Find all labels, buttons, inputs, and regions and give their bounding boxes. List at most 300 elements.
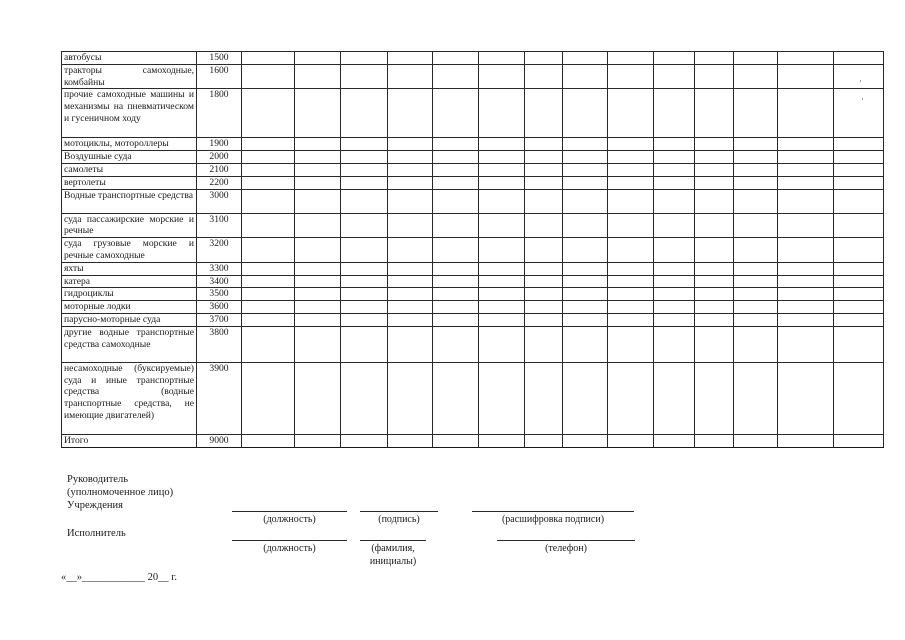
data-entry-cell[interactable]	[295, 52, 341, 65]
data-entry-cell[interactable]	[525, 275, 563, 288]
data-entry-cell[interactable]	[388, 163, 433, 176]
data-entry-cell[interactable]	[695, 151, 734, 164]
table-row	[62, 138, 884, 151]
data-entry-cell[interactable]	[433, 163, 479, 176]
data-entry-cell[interactable]	[734, 262, 778, 275]
data-entry-cell[interactable]	[563, 326, 608, 362]
data-entry-cell[interactable]	[295, 163, 341, 176]
data-entry-cell[interactable]	[388, 52, 433, 65]
row-code-cell: 2200	[197, 176, 242, 189]
data-entry-cell[interactable]	[778, 326, 834, 362]
data-entry-cell[interactable]	[341, 238, 388, 263]
row-name-cell: гидроциклы	[62, 288, 197, 301]
data-entry-cell[interactable]	[525, 89, 563, 138]
data-entry-cell[interactable]	[734, 64, 778, 89]
data-entry-cell[interactable]	[563, 313, 608, 326]
row-code-cell: 1900	[197, 138, 242, 151]
data-entry-cell[interactable]	[608, 151, 654, 164]
data-entry-cell[interactable]	[778, 89, 834, 138]
data-entry-cell[interactable]	[695, 238, 734, 263]
data-entry-cell[interactable]	[479, 326, 525, 362]
data-entry-cell[interactable]	[608, 434, 654, 447]
data-entry-cell[interactable]	[654, 163, 695, 176]
data-entry-cell[interactable]	[654, 238, 695, 263]
data-entry-cell[interactable]	[778, 275, 834, 288]
data-entry-cell[interactable]	[654, 262, 695, 275]
data-entry-cell[interactable]	[341, 64, 388, 89]
data-entry-cell[interactable]	[834, 288, 884, 301]
data-entry-cell[interactable]	[295, 213, 341, 238]
row-code-cell: 3200	[197, 238, 242, 263]
data-entry-cell[interactable]	[388, 89, 433, 138]
data-entry-cell[interactable]	[608, 176, 654, 189]
data-entry-cell[interactable]	[242, 89, 295, 138]
data-entry-cell[interactable]	[295, 275, 341, 288]
head-name-caption: (расшифровка подписи)	[501, 514, 605, 525]
data-entry-cell[interactable]	[525, 151, 563, 164]
data-entry-cell[interactable]	[778, 64, 834, 89]
data-entry-cell[interactable]	[341, 163, 388, 176]
data-entry-cell[interactable]	[734, 362, 778, 434]
data-entry-cell[interactable]	[778, 434, 834, 447]
data-entry-cell[interactable]	[563, 64, 608, 89]
data-entry-cell[interactable]	[834, 301, 884, 314]
data-entry-cell[interactable]	[695, 288, 734, 301]
data-entry-cell[interactable]	[778, 163, 834, 176]
data-entry-cell[interactable]	[654, 151, 695, 164]
data-entry-cell[interactable]	[242, 138, 295, 151]
data-entry-cell[interactable]	[654, 288, 695, 301]
data-entry-cell[interactable]	[608, 262, 654, 275]
data-entry-cell[interactable]	[433, 176, 479, 189]
table-row	[62, 362, 884, 434]
data-entry-cell[interactable]	[295, 262, 341, 275]
data-entry-cell[interactable]	[388, 301, 433, 314]
data-entry-cell[interactable]	[778, 189, 834, 213]
data-entry-cell[interactable]	[433, 313, 479, 326]
data-entry-cell[interactable]	[525, 313, 563, 326]
data-entry-cell[interactable]	[525, 189, 563, 213]
data-entry-cell[interactable]	[433, 262, 479, 275]
data-entry-cell[interactable]	[525, 138, 563, 151]
data-entry-cell[interactable]	[295, 189, 341, 213]
data-entry-cell[interactable]	[388, 434, 433, 447]
data-entry-cell[interactable]	[341, 138, 388, 151]
data-entry-cell[interactable]	[563, 238, 608, 263]
data-entry-cell[interactable]	[388, 64, 433, 89]
row-name-cell: автобусы	[62, 52, 197, 65]
data-entry-cell[interactable]	[734, 176, 778, 189]
data-entry-cell[interactable]	[479, 176, 525, 189]
data-entry-cell[interactable]	[734, 89, 778, 138]
data-entry-cell[interactable]	[563, 262, 608, 275]
data-entry-cell[interactable]	[341, 313, 388, 326]
data-entry-cell[interactable]	[695, 326, 734, 362]
data-entry-cell[interactable]	[654, 52, 695, 65]
data-entry-cell[interactable]	[388, 138, 433, 151]
data-entry-cell[interactable]	[295, 238, 341, 263]
data-entry-cell[interactable]	[654, 64, 695, 89]
data-entry-cell[interactable]	[388, 313, 433, 326]
data-entry-cell[interactable]	[778, 362, 834, 434]
row-code-cell: 2100	[197, 163, 242, 176]
data-entry-cell[interactable]	[778, 262, 834, 275]
row-name-cell: другие водные транспортные средства самоходные	[62, 326, 197, 362]
data-entry-cell[interactable]	[433, 362, 479, 434]
data-entry-cell[interactable]	[295, 362, 341, 434]
data-entry-cell[interactable]	[433, 326, 479, 362]
data-entry-cell[interactable]	[608, 313, 654, 326]
data-entry-cell[interactable]	[295, 89, 341, 138]
data-entry-cell[interactable]	[608, 301, 654, 314]
row-name-cell: моторные лодки	[62, 301, 197, 314]
data-entry-cell[interactable]	[295, 301, 341, 314]
data-entry-cell[interactable]	[295, 138, 341, 151]
data-entry-cell[interactable]	[242, 326, 295, 362]
row-name-cell: суда грузовые морские и речные самоходные	[62, 238, 197, 263]
data-entry-cell[interactable]	[479, 138, 525, 151]
head-signature-caption: (подпись)	[378, 514, 420, 525]
data-entry-cell[interactable]	[695, 362, 734, 434]
data-entry-cell[interactable]	[242, 64, 295, 89]
data-entry-cell[interactable]	[433, 301, 479, 314]
data-entry-cell[interactable]	[525, 434, 563, 447]
data-entry-cell[interactable]	[654, 138, 695, 151]
data-entry-cell[interactable]	[295, 64, 341, 89]
data-entry-cell[interactable]	[295, 151, 341, 164]
data-entry-cell[interactable]	[479, 52, 525, 65]
data-entry-cell[interactable]	[341, 262, 388, 275]
row-name-cell: катера	[62, 275, 197, 288]
data-entry-cell[interactable]	[695, 313, 734, 326]
data-entry-cell[interactable]	[479, 238, 525, 263]
data-entry-cell[interactable]	[388, 238, 433, 263]
data-entry-cell[interactable]	[479, 362, 525, 434]
executor-label: Исполнитель	[67, 528, 126, 539]
executor-phone-caption: (телефон)	[545, 543, 587, 554]
data-entry-cell[interactable]	[295, 288, 341, 301]
data-entry-cell[interactable]	[295, 434, 341, 447]
data-entry-cell[interactable]	[242, 189, 295, 213]
data-entry-cell[interactable]	[341, 213, 388, 238]
data-entry-cell[interactable]	[695, 52, 734, 65]
data-entry-cell[interactable]	[525, 238, 563, 263]
data-entry-cell[interactable]	[525, 52, 563, 65]
table-row	[62, 64, 884, 89]
row-name-cell: Итого	[62, 434, 197, 447]
data-entry-cell[interactable]	[433, 64, 479, 89]
data-entry-cell[interactable]	[242, 176, 295, 189]
data-entry-cell[interactable]	[479, 288, 525, 301]
data-entry-cell[interactable]	[242, 288, 295, 301]
row-name-cell: вертолеты	[62, 176, 197, 189]
head-name-line[interactable]	[472, 511, 634, 512]
row-code-cell: 3500	[197, 288, 242, 301]
data-entry-cell[interactable]	[695, 275, 734, 288]
table-row	[62, 189, 884, 213]
data-entry-cell[interactable]	[734, 189, 778, 213]
data-entry-cell[interactable]	[834, 262, 884, 275]
data-entry-cell[interactable]	[341, 275, 388, 288]
data-entry-cell[interactable]	[525, 301, 563, 314]
data-entry-cell[interactable]	[654, 301, 695, 314]
data-entry-cell[interactable]	[563, 213, 608, 238]
data-entry-cell[interactable]	[778, 313, 834, 326]
data-entry-cell[interactable]	[608, 238, 654, 263]
table-row	[62, 213, 884, 238]
data-entry-cell[interactable]	[563, 52, 608, 65]
data-entry-cell[interactable]	[734, 52, 778, 65]
data-entry-cell[interactable]	[341, 89, 388, 138]
data-entry-cell[interactable]	[388, 176, 433, 189]
data-entry-cell[interactable]	[479, 189, 525, 213]
data-entry-cell[interactable]	[479, 434, 525, 447]
data-entry-cell[interactable]	[341, 301, 388, 314]
data-entry-cell[interactable]	[608, 189, 654, 213]
data-entry-cell[interactable]	[608, 326, 654, 362]
data-entry-cell[interactable]	[242, 301, 295, 314]
table-row	[62, 434, 884, 447]
table-row	[62, 326, 884, 362]
table-body	[62, 52, 884, 448]
row-code-cell: 1600	[197, 64, 242, 89]
data-entry-cell[interactable]	[834, 434, 884, 447]
table-row	[62, 89, 884, 138]
data-entry-cell[interactable]	[525, 163, 563, 176]
data-entry-cell[interactable]	[341, 176, 388, 189]
data-entry-cell[interactable]	[608, 275, 654, 288]
data-entry-cell[interactable]	[734, 434, 778, 447]
data-entry-cell[interactable]	[563, 151, 608, 164]
data-entry-cell[interactable]	[563, 434, 608, 447]
data-entry-cell[interactable]	[834, 275, 884, 288]
data-entry-cell[interactable]	[734, 163, 778, 176]
row-name-cell: самолеты	[62, 163, 197, 176]
data-entry-cell[interactable]	[341, 288, 388, 301]
data-entry-cell[interactable]	[563, 275, 608, 288]
data-entry-cell[interactable]	[834, 163, 884, 176]
data-entry-cell[interactable]	[433, 288, 479, 301]
data-entry-cell[interactable]	[834, 176, 884, 189]
data-entry-cell[interactable]	[734, 138, 778, 151]
data-entry-cell[interactable]	[654, 275, 695, 288]
data-entry-cell[interactable]	[608, 288, 654, 301]
row-name-cell: тракторы самоходные, комбайны	[62, 64, 197, 89]
data-entry-cell[interactable]	[778, 213, 834, 238]
data-entry-cell[interactable]	[834, 213, 884, 238]
data-entry-cell[interactable]	[778, 176, 834, 189]
data-entry-cell[interactable]	[341, 362, 388, 434]
data-entry-cell[interactable]	[388, 288, 433, 301]
data-entry-cell[interactable]	[295, 326, 341, 362]
executor-position-line[interactable]	[232, 540, 347, 541]
data-entry-cell[interactable]	[734, 301, 778, 314]
data-entry-cell[interactable]	[608, 52, 654, 65]
data-entry-cell[interactable]	[834, 138, 884, 151]
data-entry-cell[interactable]	[479, 163, 525, 176]
data-entry-cell[interactable]	[479, 213, 525, 238]
data-entry-cell[interactable]	[778, 301, 834, 314]
data-entry-cell[interactable]	[654, 434, 695, 447]
row-code-cell: 3700	[197, 313, 242, 326]
data-entry-cell[interactable]	[834, 151, 884, 164]
data-entry-cell[interactable]	[695, 262, 734, 275]
data-entry-cell[interactable]	[834, 326, 884, 362]
data-entry-cell[interactable]	[695, 176, 734, 189]
data-entry-cell[interactable]	[654, 213, 695, 238]
data-entry-cell[interactable]	[388, 275, 433, 288]
data-entry-cell[interactable]	[563, 163, 608, 176]
data-entry-cell[interactable]	[563, 362, 608, 434]
data-entry-cell[interactable]	[734, 238, 778, 263]
data-entry-cell[interactable]	[525, 64, 563, 89]
data-entry-cell[interactable]	[433, 138, 479, 151]
data-entry-cell[interactable]	[834, 189, 884, 213]
data-entry-cell[interactable]	[834, 64, 884, 89]
row-code-cell: 2000	[197, 151, 242, 164]
data-entry-cell[interactable]	[433, 434, 479, 447]
data-entry-cell[interactable]	[563, 288, 608, 301]
data-entry-cell[interactable]	[734, 288, 778, 301]
data-entry-cell[interactable]	[388, 262, 433, 275]
data-entry-cell[interactable]	[834, 52, 884, 65]
data-entry-cell[interactable]	[525, 213, 563, 238]
data-entry-cell[interactable]	[734, 213, 778, 238]
data-entry-cell[interactable]	[834, 362, 884, 434]
data-entry-cell[interactable]	[695, 64, 734, 89]
row-name-cell: парусно-моторные суда	[62, 313, 197, 326]
data-entry-cell[interactable]	[563, 138, 608, 151]
data-entry-cell[interactable]	[388, 362, 433, 434]
data-entry-cell[interactable]	[479, 64, 525, 89]
data-entry-cell[interactable]	[388, 189, 433, 213]
data-entry-cell[interactable]	[734, 313, 778, 326]
data-entry-cell[interactable]	[695, 189, 734, 213]
data-entry-cell[interactable]	[834, 89, 884, 138]
data-entry-cell[interactable]	[479, 262, 525, 275]
data-entry-cell[interactable]	[654, 362, 695, 434]
table-row	[62, 163, 884, 176]
data-entry-cell[interactable]	[695, 213, 734, 238]
data-entry-cell[interactable]	[695, 434, 734, 447]
data-entry-cell[interactable]	[608, 362, 654, 434]
data-entry-cell[interactable]	[242, 434, 295, 447]
data-entry-cell[interactable]	[479, 275, 525, 288]
data-entry-cell[interactable]	[479, 313, 525, 326]
data-entry-cell[interactable]	[695, 89, 734, 138]
executor-name-caption-line1: (фамилия,	[371, 543, 415, 554]
data-entry-cell[interactable]	[479, 151, 525, 164]
data-entry-cell[interactable]	[695, 163, 734, 176]
data-entry-cell[interactable]	[433, 52, 479, 65]
data-entry-cell[interactable]	[778, 238, 834, 263]
row-code-cell: 3000	[197, 189, 242, 213]
data-entry-cell[interactable]	[242, 163, 295, 176]
data-entry-cell[interactable]	[563, 176, 608, 189]
data-entry-cell[interactable]	[654, 313, 695, 326]
data-entry-cell[interactable]	[242, 275, 295, 288]
data-entry-cell[interactable]	[242, 238, 295, 263]
data-entry-cell[interactable]	[525, 288, 563, 301]
data-entry-cell[interactable]	[295, 176, 341, 189]
data-entry-cell[interactable]	[608, 64, 654, 89]
data-entry-cell[interactable]	[479, 301, 525, 314]
data-entry-cell[interactable]	[608, 89, 654, 138]
head-signature-line[interactable]	[360, 511, 438, 512]
scan-speck	[862, 98, 863, 100]
row-name-cell: яхты	[62, 262, 197, 275]
data-entry-cell[interactable]	[433, 238, 479, 263]
table-row	[62, 151, 884, 164]
data-entry-cell[interactable]	[525, 176, 563, 189]
data-entry-cell[interactable]	[433, 213, 479, 238]
executor-name-line[interactable]	[360, 540, 426, 541]
data-entry-cell[interactable]	[695, 138, 734, 151]
data-entry-cell[interactable]	[525, 362, 563, 434]
data-entry-cell[interactable]	[778, 288, 834, 301]
data-entry-cell[interactable]	[608, 138, 654, 151]
data-entry-cell[interactable]	[433, 151, 479, 164]
data-entry-cell[interactable]	[563, 189, 608, 213]
data-entry-cell[interactable]	[242, 151, 295, 164]
data-entry-cell[interactable]	[834, 238, 884, 263]
data-entry-cell[interactable]	[734, 326, 778, 362]
data-entry-cell[interactable]	[433, 275, 479, 288]
data-entry-cell[interactable]	[563, 301, 608, 314]
data-entry-cell[interactable]	[834, 313, 884, 326]
data-entry-cell[interactable]	[433, 189, 479, 213]
data-entry-cell[interactable]	[695, 301, 734, 314]
data-entry-cell[interactable]	[341, 326, 388, 362]
data-entry-cell[interactable]	[295, 313, 341, 326]
data-entry-cell[interactable]	[608, 213, 654, 238]
head-position-line[interactable]	[232, 511, 347, 512]
data-entry-cell[interactable]	[608, 163, 654, 176]
data-entry-cell[interactable]	[525, 326, 563, 362]
data-entry-cell[interactable]	[778, 52, 834, 65]
row-code-cell: 3600	[197, 301, 242, 314]
data-entry-cell[interactable]	[242, 313, 295, 326]
data-entry-cell[interactable]	[525, 262, 563, 275]
data-entry-cell[interactable]	[341, 189, 388, 213]
data-entry-cell[interactable]	[242, 262, 295, 275]
data-entry-cell[interactable]	[654, 176, 695, 189]
data-entry-cell[interactable]	[388, 151, 433, 164]
data-entry-cell[interactable]	[654, 89, 695, 138]
data-entry-cell[interactable]	[388, 326, 433, 362]
date-line[interactable]: «__»____________ 20__ г.	[61, 572, 177, 583]
head-label-line1: Руководитель	[67, 474, 128, 485]
data-entry-cell[interactable]	[433, 89, 479, 138]
data-entry-cell[interactable]	[734, 151, 778, 164]
data-entry-cell[interactable]	[341, 434, 388, 447]
data-entry-cell[interactable]	[654, 189, 695, 213]
data-entry-cell[interactable]	[734, 275, 778, 288]
data-entry-cell[interactable]	[778, 138, 834, 151]
data-entry-cell[interactable]	[341, 52, 388, 65]
data-entry-cell[interactable]	[242, 213, 295, 238]
data-entry-cell[interactable]	[341, 151, 388, 164]
data-entry-cell[interactable]	[654, 326, 695, 362]
data-entry-cell[interactable]	[242, 52, 295, 65]
data-entry-cell[interactable]	[242, 362, 295, 434]
data-entry-cell[interactable]	[479, 89, 525, 138]
executor-position-caption: (должность)	[263, 543, 316, 554]
data-entry-cell[interactable]	[563, 89, 608, 138]
data-entry-cell[interactable]	[778, 151, 834, 164]
executor-phone-line[interactable]	[497, 540, 635, 541]
data-entry-cell[interactable]	[388, 213, 433, 238]
